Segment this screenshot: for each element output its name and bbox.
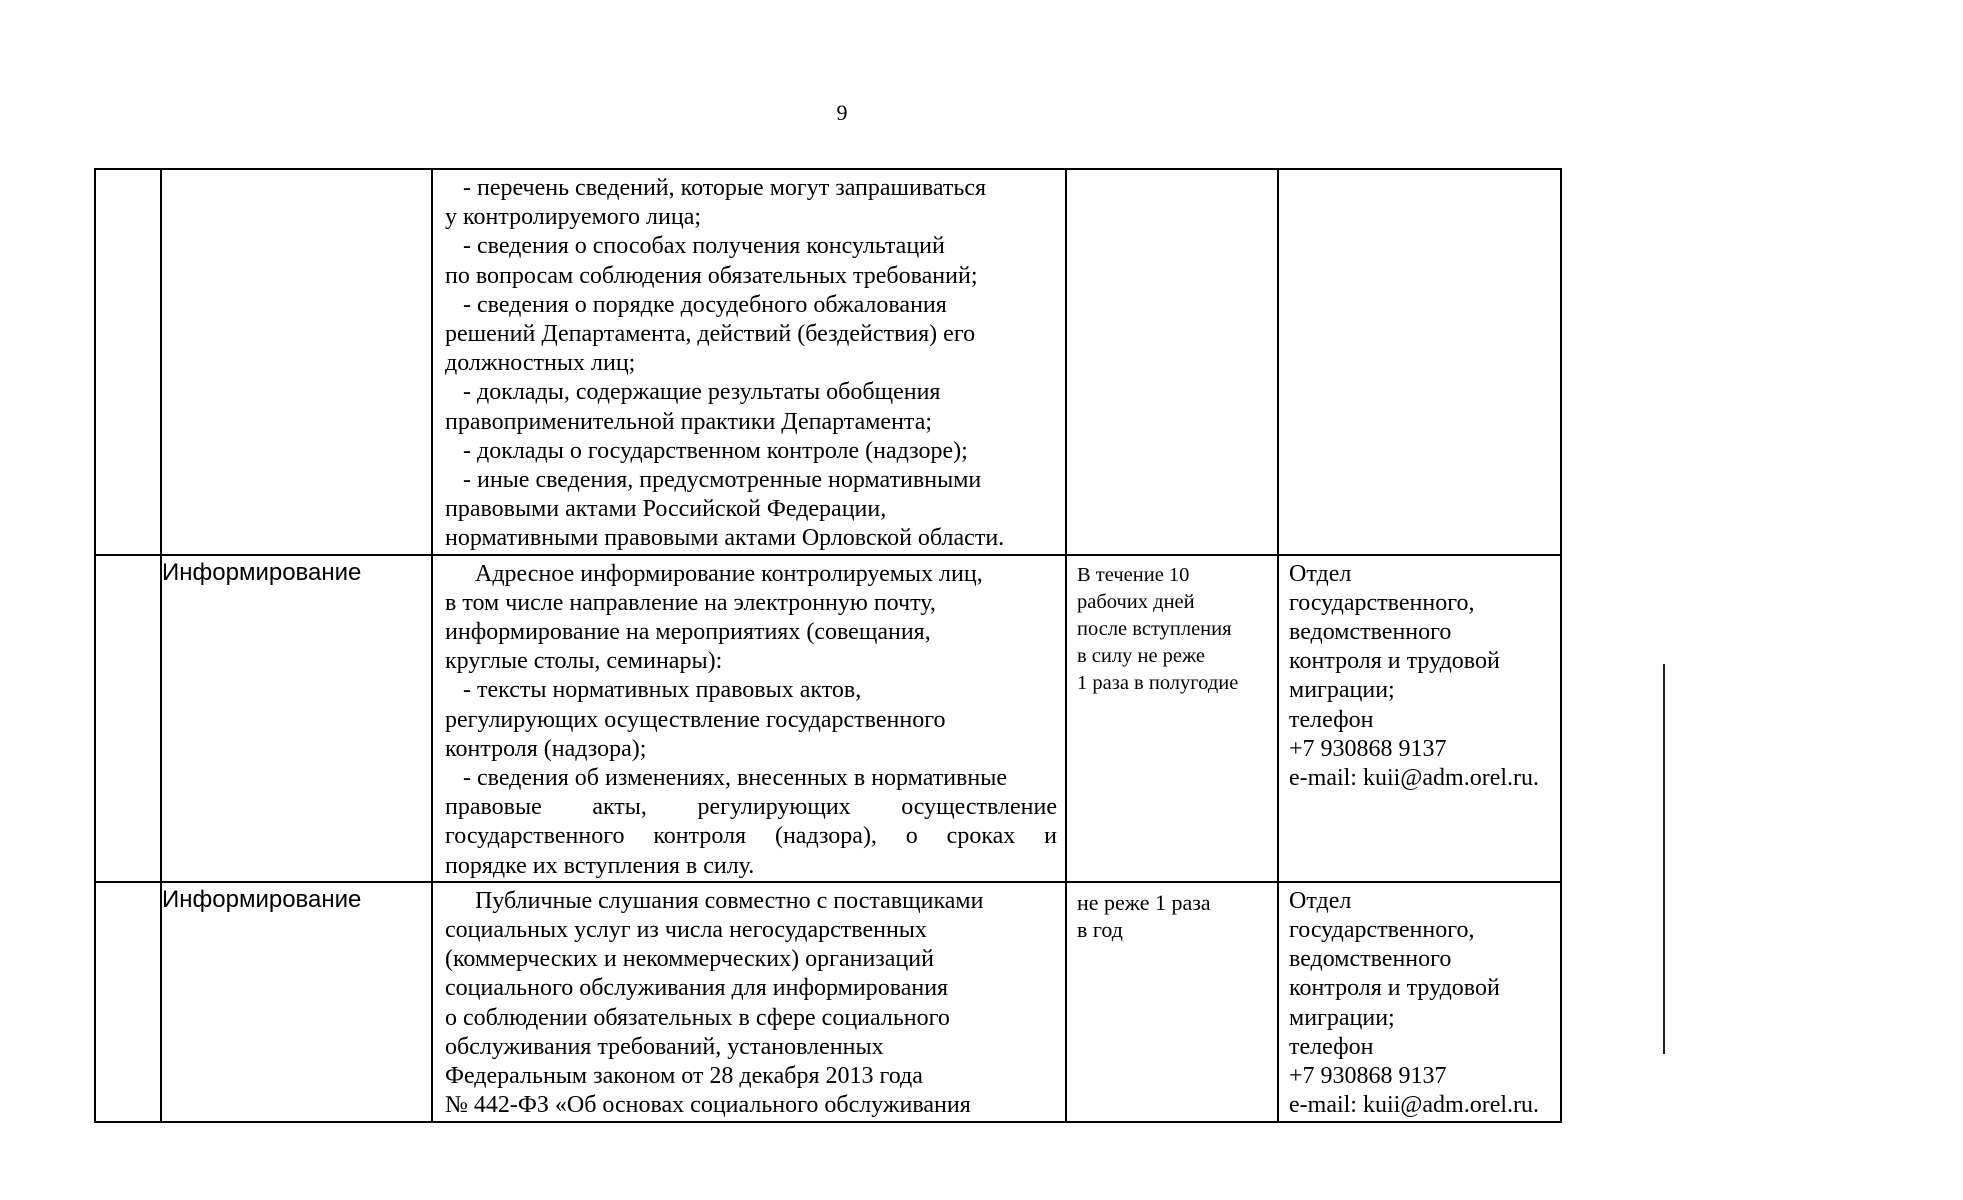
description-line: № 442-ФЗ «Об основах социального обслуживания — [445, 1092, 971, 1119]
margin-scan-line — [1663, 664, 1665, 1054]
measure-name-cell: Информирование — [161, 555, 432, 882]
responsible-line: телефон — [1289, 706, 1374, 733]
description-line: государственного контроля (надзора), о сроках и — [445, 823, 1057, 850]
description-line: - доклады о государственном контроле (надзоре); — [445, 437, 968, 464]
phone-number: +7 930868 9137 — [1289, 1063, 1447, 1090]
row-number-cell — [95, 882, 161, 1122]
measure-description-cell — [432, 555, 1066, 882]
description-line: Адресное информирование контролируемых лиц, — [445, 560, 983, 587]
row-number-cell — [95, 555, 161, 882]
description-line: порядке их вступления в силу. — [445, 852, 755, 879]
description-line: регулирующих осуществление государственного — [445, 706, 946, 733]
description-line: - тексты нормативных правовых актов, — [445, 677, 862, 704]
responsible-line: Отдел — [1289, 887, 1352, 914]
description-line: - доклады, содержащие результаты обобщения — [445, 379, 941, 406]
description-line: Публичные слушания совместно с поставщиками — [445, 887, 984, 914]
responsible-cell — [1278, 169, 1561, 555]
page-number: 9 — [836, 100, 848, 125]
responsible-cell — [1278, 555, 1561, 882]
responsible-line: миграции; — [1289, 1004, 1395, 1031]
table-row — [95, 555, 1561, 882]
description-line: нормативными правовыми актами Орловской области. — [445, 525, 1005, 552]
responsible-line: контроля и трудовой — [1289, 975, 1500, 1002]
term-line: не реже 1 раза — [1077, 889, 1211, 915]
responsible-line: Отдел — [1289, 560, 1352, 587]
responsible-line: контроля и трудовой — [1289, 648, 1500, 675]
description-line: - иные сведения, предусмотренные нормативными — [445, 467, 982, 494]
responsible-line: миграции; — [1289, 677, 1395, 704]
description-line: круглые столы, семинары): — [445, 648, 723, 675]
measure-description-cell — [432, 882, 1066, 1122]
row-number-cell — [95, 169, 161, 555]
table-row — [95, 882, 1561, 1122]
description-line: правовые акты, регулирующих осуществление — [445, 794, 1057, 821]
description-line: - сведения о способах получения консультаций — [445, 233, 945, 260]
term-line: В течение 10 — [1077, 563, 1190, 586]
description-line: у контролируемого лица; — [445, 204, 702, 231]
description-line: Федеральным законом от 28 декабря 2013 года — [445, 1063, 923, 1090]
responsible-line: ведомственного — [1289, 619, 1452, 646]
description-line: социального обслуживания для информирования — [445, 975, 949, 1002]
responsible-line: государственного, — [1289, 589, 1475, 616]
description-line: - сведения о порядке досудебного обжалования — [445, 291, 947, 318]
responsible-cell — [1278, 882, 1561, 1122]
term-line: в силу не реже — [1077, 644, 1206, 667]
description-line: должностных лиц; — [445, 350, 636, 377]
description-line: решений Департамента, действий (бездействия) его — [445, 321, 976, 348]
term-line: 1 раза в полугодие — [1077, 671, 1239, 694]
measure-name-cell: Информирование — [161, 882, 432, 1122]
description-line: правовыми актами Российской Федерации, — [445, 496, 887, 523]
term-line: рабочих дней — [1077, 590, 1195, 613]
term-cell — [1066, 555, 1278, 882]
responsible-line: государственного, — [1289, 917, 1475, 944]
table-row — [95, 169, 1561, 555]
description-line: в том числе направление на электронную почту, — [445, 589, 936, 616]
description-line: о соблюдении обязательных в сфере социального — [445, 1004, 950, 1031]
measure-name-cell — [161, 169, 432, 555]
measures-table — [94, 168, 1562, 1123]
description-line: по вопросам соблюдения обязательных требований; — [445, 262, 978, 289]
email-address: e-mail: kuii@adm.orel.ru. — [1289, 765, 1540, 792]
phone-number: +7 930868 9137 — [1289, 735, 1447, 762]
measure-description-cell — [432, 169, 1066, 555]
email-address: e-mail: kuii@adm.orel.ru. — [1289, 1092, 1540, 1119]
description-line: социальных услуг из числа негосударственных — [445, 917, 927, 944]
description-line: (коммерческих и некоммерческих) организаций — [445, 946, 934, 973]
term-line: после вступления — [1077, 617, 1232, 640]
description-line: - перечень сведений, которые могут запрашиваться — [445, 175, 987, 201]
responsible-line: ведомственного — [1289, 946, 1452, 973]
responsible-line: телефон — [1289, 1033, 1374, 1060]
term-cell — [1066, 169, 1278, 555]
description-line: информирование на мероприятиях (совещания, — [445, 619, 931, 646]
description-line: - сведения об изменениях, внесенных в нормативные — [445, 765, 1008, 792]
description-line: обслуживания требований, установленных — [445, 1033, 884, 1060]
term-line: в год — [1077, 916, 1123, 942]
description-line: правоприменительной практики Департамента; — [445, 408, 933, 435]
term-cell — [1066, 882, 1278, 1122]
description-line: контроля (надзора); — [445, 735, 647, 762]
